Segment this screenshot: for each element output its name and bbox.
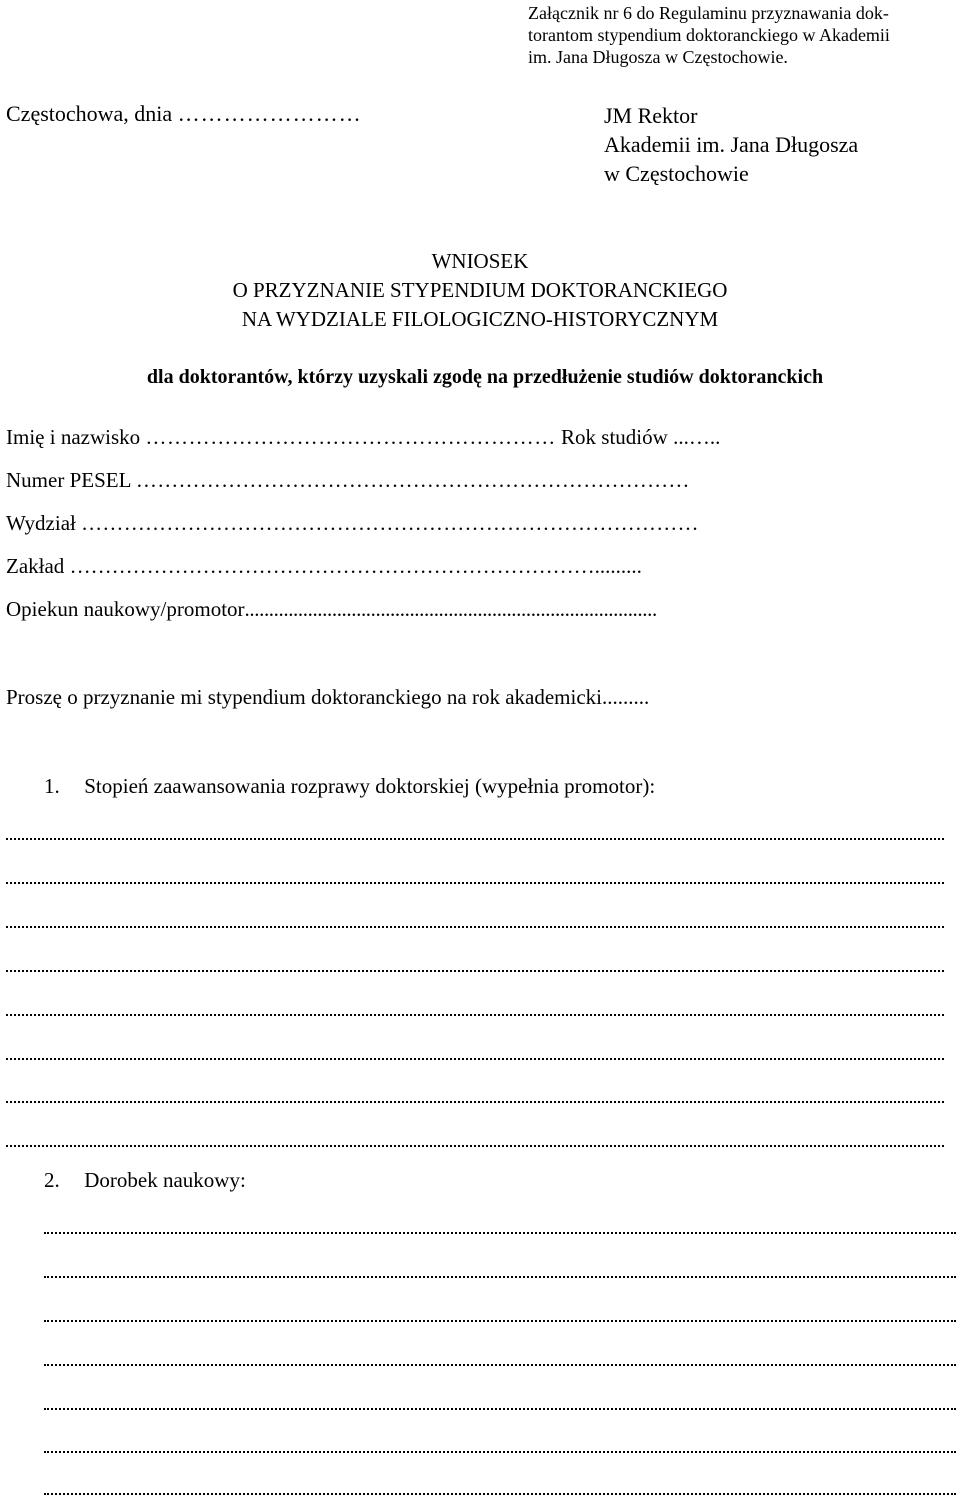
section-2-number: 2. [44,1168,60,1192]
section-1-title: Stopień zaawansowania rozprawy doktorskiej (wypełnia promotor): [84,774,656,798]
name-label: Imię i nazwisko [6,425,141,449]
pesel-label: Numer PESEL [6,468,131,492]
section-1-line-6[interactable] [6,1058,944,1060]
pesel-field-row [6,468,690,493]
faculty-input-dots[interactable]: …………………………………………………………………………… [81,511,699,535]
pesel-input-dots[interactable]: …………………………………………………………………… [135,468,690,492]
department-label: Zakład [6,554,65,578]
request-row [6,685,649,710]
annex-line-1: Załącznik nr 6 do Regulaminu przyznawania dok- [528,3,889,23]
place-date-dots[interactable]: …………………… [177,101,362,126]
section-2-heading [44,1168,246,1193]
section-2-line-1[interactable] [44,1232,956,1234]
section-1-line-5[interactable] [6,1014,944,1016]
department-field-row [6,554,642,579]
name-input-dots[interactable]: ………………………………………………… [145,425,556,449]
annex-line-2: torantom stypendium doktoranckiego w Akademii [528,25,890,45]
heading-line-3: NA WYDZIALE FILOLOGICZNO-HISTORYCZNYM [241,307,719,331]
annex-note [528,2,960,68]
section-2-line-4[interactable] [44,1364,956,1366]
annex-line-3: im. Jana Długosza w Częstochowie. [528,47,788,67]
supervisor-input-dots[interactable]: ..................................................................................... [244,597,657,621]
section-2-line-6[interactable] [44,1451,956,1453]
supervisor-label: Opiekun naukowy/promotor [6,597,245,621]
name-field-row [6,425,720,450]
section-1-line-3[interactable] [6,926,944,928]
year-input-dots[interactable]: ...….. [673,425,721,449]
addressee [604,101,858,188]
place-date-label: Częstochowa, dnia [6,101,173,126]
supervisor-field-row [6,597,657,622]
addressee-line-3: w Częstochowie [604,161,749,186]
faculty-field-row [6,511,699,536]
section-2-line-2[interactable] [44,1276,956,1278]
document-heading [0,247,960,334]
section-2-line-5[interactable] [44,1408,956,1410]
addressee-line-1: JM Rektor [604,103,698,128]
faculty-label: Wydział [6,511,76,535]
document-subheading: dla doktorantów, którzy uzyskali zgodę na przedłużenie studiów doktoranckich [146,366,824,388]
heading-line-2: O PRZYZNANIE STYPENDIUM DOKTORANCKIEGO [232,278,728,302]
department-input-dots[interactable]: …………………………………………………………………......... [69,554,642,578]
year-label: Rok studiów [561,425,668,449]
section-1-line-2[interactable] [6,882,944,884]
heading-line-1: WNIOSEK [431,249,529,273]
section-1-heading [44,774,655,799]
section-2-line-7[interactable] [44,1493,956,1495]
place-date [6,101,362,127]
section-1-line-8[interactable] [6,1145,944,1147]
section-2-line-3[interactable] [44,1320,956,1322]
addressee-line-2: Akademii im. Jana Długosza [604,132,859,157]
section-1-line-7[interactable] [6,1101,944,1103]
section-2-title: Dorobek naukowy: [84,1168,246,1192]
section-1-number: 1. [44,774,60,798]
section-1-line-1[interactable] [6,838,944,840]
request-year-dots[interactable]: ......... [602,685,650,709]
section-1-line-4[interactable] [6,970,944,972]
request-text: Proszę o przyznanie mi stypendium doktoranckiego na rok akademicki [6,685,602,709]
